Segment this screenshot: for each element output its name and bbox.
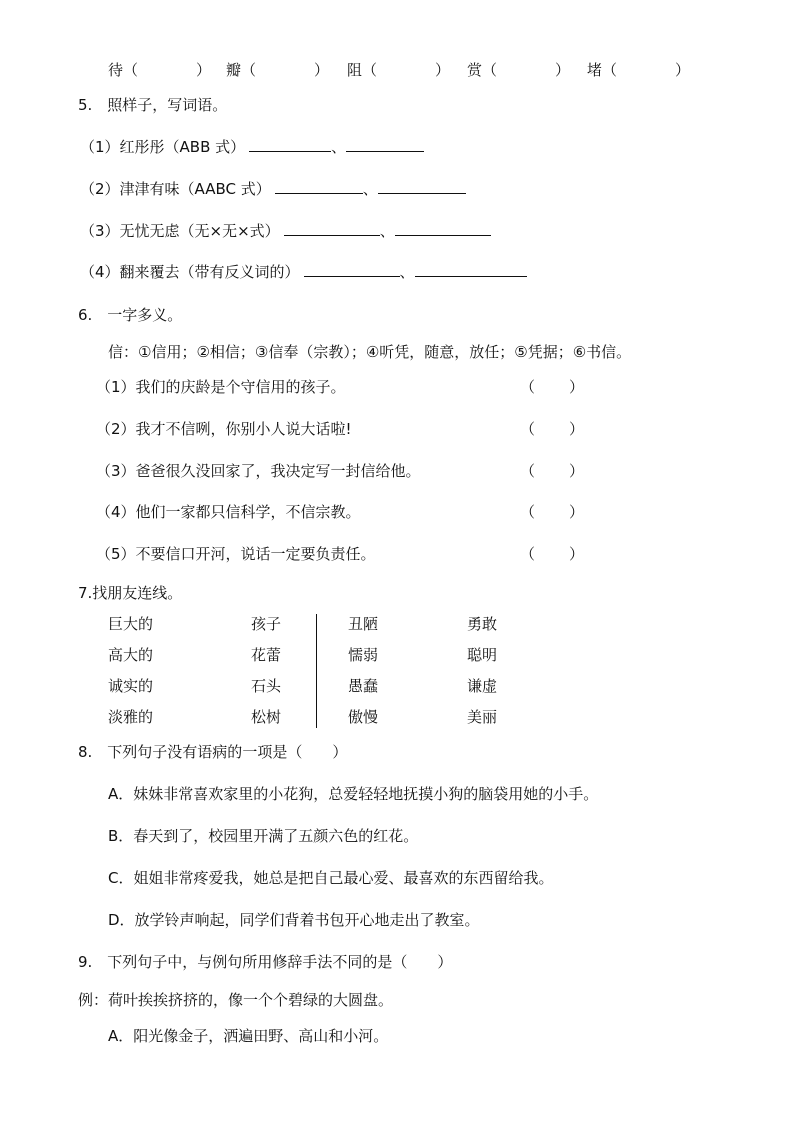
q5-item-1 — [80, 137, 424, 157]
answer-blank[interactable] — [304, 262, 400, 277]
matching-word[interactable]: 高大的 — [108, 646, 154, 664]
q8-title: 8. 下列句子没有语病的一项是（ ） — [78, 743, 348, 761]
char-row-4 — [467, 60, 570, 80]
char-item-close: ） — [196, 61, 212, 79]
char-row-2 — [226, 60, 329, 80]
paren-close: ） — [569, 420, 585, 438]
char-item-open: 堵（ — [587, 61, 618, 79]
matching-word[interactable]: 谦虚 — [467, 677, 498, 695]
q8-option-a[interactable]: A．妹妹非常喜欢家里的小花狗，总爱轻轻地抚摸小狗的脑袋用她的小手。 — [108, 785, 599, 803]
q5-item-3 — [80, 221, 491, 241]
matching-word[interactable]: 懦弱 — [348, 646, 379, 664]
q5-item-text: （1）红彤彤（ABB 式） — [80, 138, 246, 156]
q6-answer-paren-2[interactable] — [520, 419, 584, 439]
q8-option-c[interactable]: C．姐姐非常疼爱我，她总是把自己最心爱、最喜欢的东西留给我。 — [108, 869, 554, 887]
matching-word[interactable]: 勇敢 — [467, 615, 498, 633]
char-item-open: 阻（ — [347, 61, 378, 79]
matching-word[interactable]: 孩子 — [251, 615, 282, 633]
char-item-close: ） — [675, 61, 691, 79]
q8-option-b[interactable]: B．春天到了，校园里开满了五颜六色的红花。 — [108, 827, 419, 845]
char-item-close: ） — [435, 61, 451, 79]
matching-word[interactable]: 傲慢 — [348, 708, 379, 726]
char-item-close: ） — [555, 61, 571, 79]
matching-word[interactable]: 诚实的 — [108, 677, 154, 695]
matching-word[interactable]: 淡雅的 — [108, 708, 154, 726]
q6-item-4: （4）他们一家都只信科学，不信宗教。 — [96, 503, 361, 521]
q6-item-2: （2）我才不信咧，你别小人说大话啦! — [96, 420, 352, 438]
answer-blank[interactable] — [284, 221, 380, 236]
char-item-open: 瓣（ — [226, 61, 257, 79]
separator: 、 — [362, 180, 378, 198]
q6-title: 6. 一字多义。 — [78, 306, 183, 324]
paren-close: ） — [569, 503, 585, 521]
q7-title: 7.找朋友连线。 — [78, 584, 183, 602]
q6-item-3: （3）爸爸很久没回家了，我决定写一封信给他。 — [96, 462, 421, 480]
answer-blank[interactable] — [275, 179, 363, 194]
column-divider — [316, 614, 317, 728]
paren-open: （ — [520, 545, 536, 563]
answer-blank[interactable] — [346, 137, 424, 152]
matching-word[interactable]: 聪明 — [467, 646, 498, 664]
answer-blank[interactable] — [249, 137, 331, 152]
q6-answer-paren-4[interactable] — [520, 502, 584, 522]
paren-close: ） — [569, 545, 585, 563]
separator: 、 — [379, 222, 395, 240]
paren-close: ） — [569, 378, 585, 396]
matching-word[interactable]: 花蕾 — [251, 646, 282, 664]
answer-blank[interactable] — [395, 221, 491, 236]
q6-item-5: （5）不要信口开河，说话一定要负责任。 — [96, 545, 376, 563]
q6-answer-paren-3[interactable] — [520, 461, 584, 481]
q7-col-3 — [348, 614, 378, 738]
q7-col-1 — [108, 614, 153, 738]
q5-item-2 — [80, 179, 466, 199]
char-row — [108, 60, 211, 80]
q5-item-text: （4）翻来覆去（带有反义词的） — [80, 263, 300, 281]
char-item-close: ） — [314, 61, 330, 79]
matching-word[interactable]: 石头 — [251, 677, 282, 695]
answer-blank[interactable] — [378, 179, 466, 194]
q9-option-a[interactable]: A．阳光像金子，洒遍田野、高山和小河。 — [108, 1027, 389, 1045]
separator: 、 — [399, 263, 415, 281]
q6-answer-paren-5[interactable] — [520, 544, 584, 564]
q6-meanings: 信：①信用；②相信；③信奉（宗教）；④听凭，随意，放任；⑤凭据；⑥书信。 — [108, 343, 632, 361]
char-row-5 — [587, 60, 690, 80]
q8-option-d[interactable]: D．放学铃声响起，同学们背着书包开心地走出了教室。 — [108, 911, 480, 929]
char-item-open: 待（ — [108, 61, 139, 79]
q6-item-1: （1）我们的庆龄是个守信用的孩子。 — [96, 378, 346, 396]
char-item-open: 赏（ — [467, 61, 498, 79]
q9-title: 9. 下列句子中，与例句所用修辞手法不同的是（ ） — [78, 953, 453, 971]
paren-open: （ — [520, 503, 536, 521]
matching-word[interactable]: 丑陋 — [348, 615, 379, 633]
q5-item-text: （2）津津有味（AABC 式） — [80, 180, 271, 198]
paren-open: （ — [520, 462, 536, 480]
char-row-3 — [347, 60, 450, 80]
q5-title: 5. 照样子，写词语。 — [78, 96, 228, 114]
q5-item-4 — [80, 262, 527, 282]
matching-word[interactable]: 巨大的 — [108, 615, 154, 633]
q5-item-text: （3）无忧无虑（无×无×式） — [80, 222, 280, 240]
q9-example: 例：荷叶挨挨挤挤的，像一个个碧绿的大圆盘。 — [78, 991, 394, 1009]
q7-col-4 — [467, 614, 497, 738]
answer-blank[interactable] — [415, 262, 527, 277]
matching-word[interactable]: 愚蠢 — [348, 677, 379, 695]
matching-word[interactable]: 美丽 — [467, 708, 498, 726]
separator: 、 — [331, 138, 347, 156]
paren-open: （ — [520, 420, 536, 438]
q6-answer-paren-1[interactable] — [520, 377, 584, 397]
matching-word[interactable]: 松树 — [251, 708, 282, 726]
q7-col-2 — [251, 614, 281, 738]
paren-close: ） — [569, 462, 585, 480]
paren-open: （ — [520, 378, 536, 396]
